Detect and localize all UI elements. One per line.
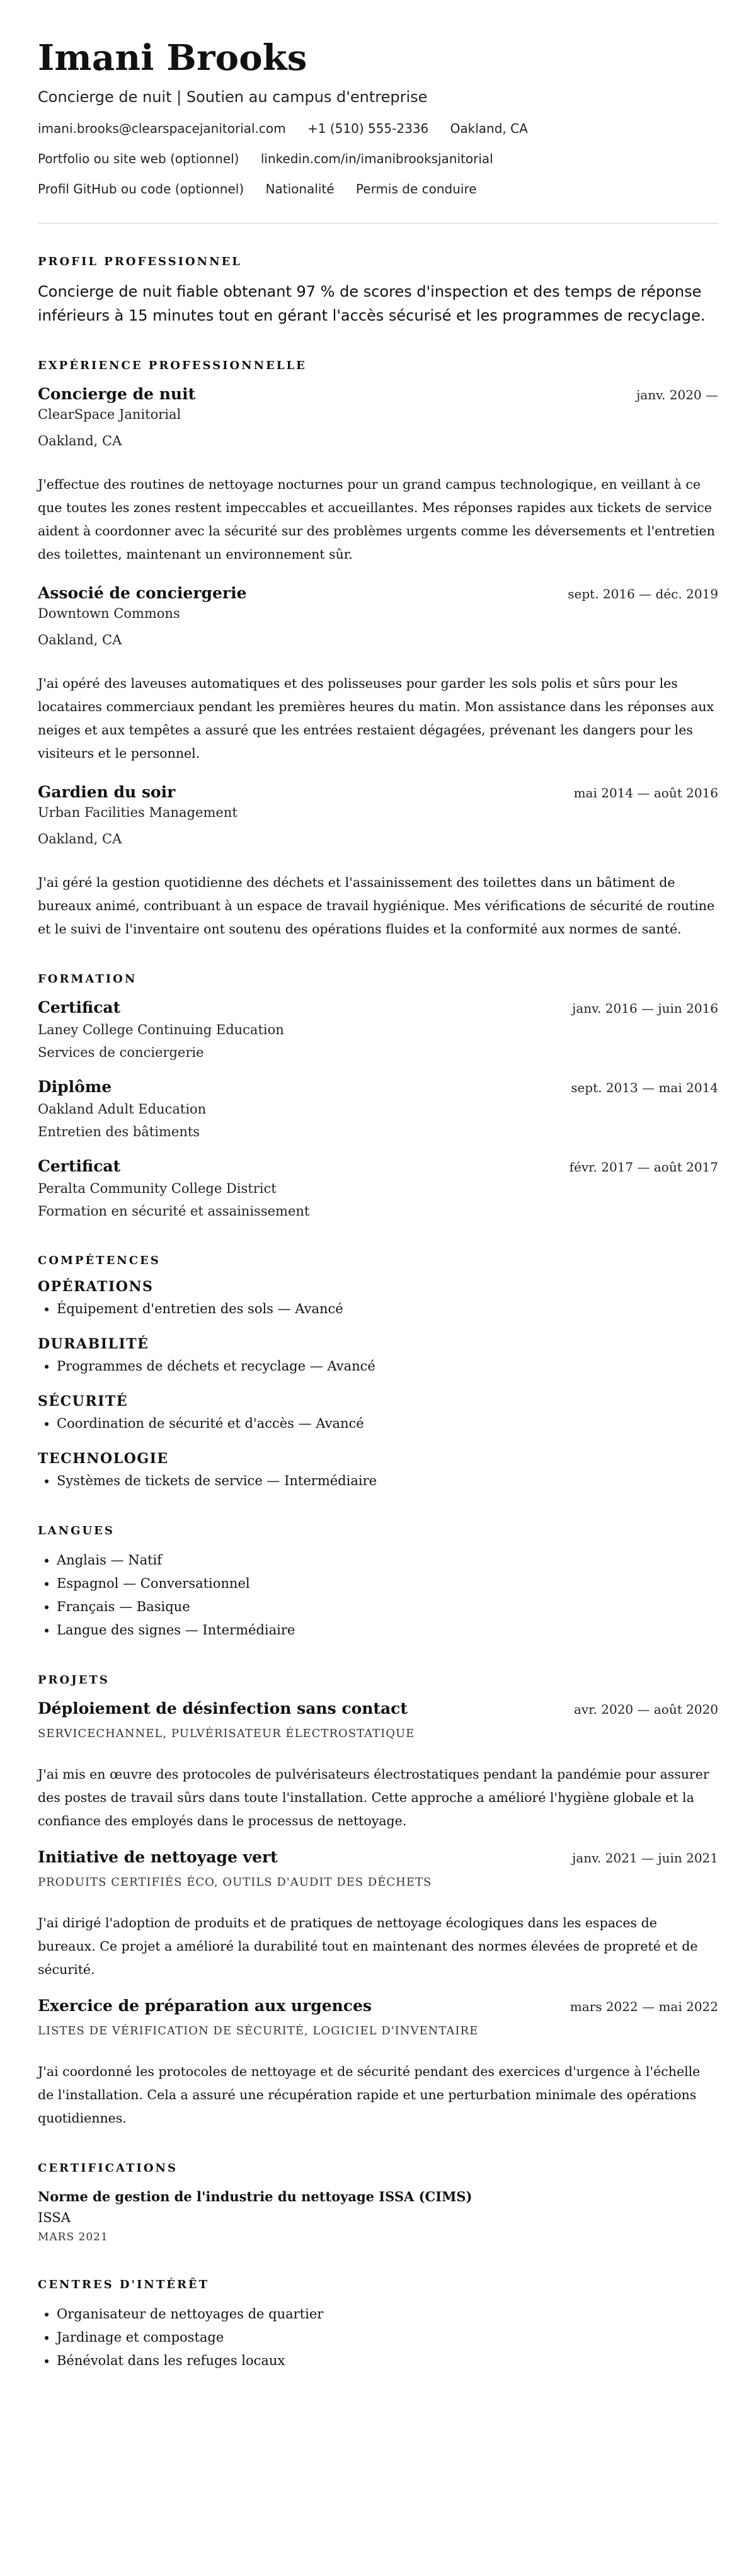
- project-entry: [38, 1698, 718, 1833]
- section-title-certifications: CERTIFICATIONS: [38, 2162, 178, 2175]
- project-tech: PRODUITS CERTIFIÉS ÉCO, OUTILS D'AUDIT DES DÉCHETS: [38, 1876, 432, 1889]
- list-item: • Langue des signes — Intermédiaire: [57, 1619, 718, 1642]
- header-divider: [38, 223, 718, 224]
- list-item: • Organisateur de nettoyages de quartier: [57, 2303, 718, 2326]
- project-dates: avr. 2020 — août 2020: [573, 1702, 718, 1717]
- project-title: Initiative de nettoyage vert: [38, 1848, 278, 1866]
- resume-page: [38, 0, 718, 2373]
- certification-entry: [38, 2186, 718, 2247]
- education-school: Oakland Adult Education: [38, 1102, 207, 1117]
- education-degree: Certificat: [38, 998, 121, 1017]
- contact-row-primary: [38, 120, 718, 137]
- list-item: • Programmes de déchets et recyclage — Avancé: [57, 1355, 718, 1378]
- skill-category: OPÉRATIONS: [38, 1279, 154, 1295]
- nationality-text: Nationalité: [265, 181, 335, 197]
- job-location: Oakland, CA: [38, 831, 122, 846]
- skill-group: [38, 1450, 718, 1493]
- project-entry: [38, 1995, 718, 2130]
- profile-summary: Concierge de nuit fiable obtenant 97 % de scores d'inspection et des temps de réponse inférieurs à 15 minutes tout en gérant l'accès sécurisé et les programmes de recyclage.: [38, 283, 706, 324]
- education-entry: [38, 1076, 718, 1143]
- list-item: • Bénévolat dans les refuges locaux: [57, 2349, 718, 2373]
- projects-section: [38, 1673, 718, 2130]
- job-title: Concierge de nuit: [38, 385, 196, 403]
- project-entry: [38, 1847, 718, 1981]
- project-title: Déploiement de désinfection sans contact: [38, 1699, 408, 1718]
- list-item: • Espagnol — Conversationnel: [57, 1572, 718, 1595]
- project-description: J'ai dirigé l'adoption de produits et de pratiques de nettoyage écologiques dans les espaces de bureaux. Ce projet a amélioré la durabilité tout en maintenant des normes élevées de propreté et de sécurité.: [38, 1915, 698, 1977]
- location-text: Oakland, CA: [450, 121, 528, 136]
- license-text: Permis de conduire: [355, 181, 477, 197]
- phone-number: +1 (510) 555-2336: [307, 121, 429, 136]
- list-item: • Systèmes de tickets de service — Intermédiaire: [57, 1469, 718, 1493]
- education-field: Services de conciergerie: [38, 1045, 204, 1060]
- education-entry: [38, 1156, 718, 1222]
- job-title: Gardien du soir: [38, 783, 176, 801]
- skill-group: [38, 1393, 718, 1435]
- section-title-skills: COMPÉTENCES: [38, 1254, 161, 1267]
- education-dates: janv. 2016 — juin 2016: [572, 1001, 718, 1016]
- job-title: Associé de conciergerie: [38, 584, 247, 602]
- job-entry: [38, 384, 718, 566]
- list-item: • Équipement d'entretien des sols — Avancé: [57, 1297, 718, 1321]
- job-dates: sept. 2016 — déc. 2019: [568, 586, 718, 601]
- project-dates: janv. 2021 — juin 2021: [572, 1850, 718, 1866]
- education-degree: Diplôme: [38, 1078, 112, 1096]
- job-entry: [38, 583, 718, 765]
- skills-section: [38, 1254, 718, 1493]
- section-title-education: FORMATION: [38, 972, 137, 986]
- skill-group: [38, 1336, 718, 1378]
- education-dates: févr. 2017 — août 2017: [569, 1160, 718, 1175]
- languages-section: [38, 1524, 718, 1642]
- job-company: Downtown Commons: [38, 606, 180, 621]
- candidate-name: Imani Brooks: [38, 37, 307, 79]
- education-field: Entretien des bâtiments: [38, 1124, 200, 1139]
- contact-row-extra: [38, 180, 718, 198]
- list-item: • Français — Basique: [57, 1595, 718, 1619]
- job-location: Oakland, CA: [38, 433, 122, 448]
- job-location: Oakland, CA: [38, 632, 122, 647]
- education-school: Laney College Continuing Education: [38, 1022, 284, 1037]
- job-description: J'ai géré la gestion quotidienne des déchets et l'assainissement des toilettes dans un bâtiment de bureaux animé, contribuant à un espace de travail hygiénique. Mes vérifications de sécurité de routine et le suivi de l'inventaire ont soutenu des opérations fluides et la conformité aux normes de santé.: [38, 875, 715, 937]
- github-link[interactable]: Profil GitHub ou code (optionnel): [38, 181, 244, 197]
- job-entry: [38, 782, 718, 941]
- list-item: • Anglais — Natif: [57, 1549, 718, 1572]
- section-title-profile: PROFIL PROFESSIONNEL: [38, 255, 242, 268]
- project-description: J'ai coordonné les protocoles de nettoyage et de sécurité pendant des exercices d'urgence à l'échelle de l'installation. Cela a assuré une récupération rapide et une perturbation minimale des opérations quotidiennes.: [38, 2064, 701, 2126]
- job-dates: mai 2014 — août 2016: [573, 785, 718, 801]
- project-description: J'ai mis en œuvre des protocoles de pulvérisateurs électrostatiques pendant la pandémie pour assurer des postes de travail sûrs dans toute l'installation. Cette approche a amélioré l'hygiène globale et la confiance des employés dans le processus de nettoyage.: [38, 1767, 709, 1828]
- project-title: Exercice de préparation aux urgences: [38, 1997, 372, 2015]
- section-title-experience: EXPÉRIENCE PROFESSIONNELLE: [38, 359, 307, 372]
- resume-header: [38, 37, 718, 198]
- education-section: [38, 972, 718, 1222]
- education-field: Formation en sécurité et assainissement: [38, 1204, 310, 1219]
- skill-group: [38, 1279, 718, 1321]
- certification-name: Norme de gestion de l'industrie du nettoyage ISSA (CIMS): [38, 2189, 472, 2204]
- email-link[interactable]: imani.brooks@clearspacejanitorial.com: [38, 121, 286, 136]
- education-degree: Certificat: [38, 1157, 121, 1175]
- job-company: ClearSpace Janitorial: [38, 407, 181, 422]
- certification-date: MARS 2021: [38, 2231, 108, 2243]
- job-description: J'effectue des routines de nettoyage nocturnes pour un grand campus technologique, en veillant à ce que toutes les zones restent impeccables et accueillantes. Mes réponses rapides aux tickets de service aident à coordonner avec la sécurité sur des problèmes urgents comme les déversements et l'entretien des toilettes, maintenant un environnement sûr.: [38, 477, 715, 562]
- skill-category: SÉCURITÉ: [38, 1393, 129, 1410]
- education-school: Peralta Community College District: [38, 1181, 277, 1196]
- contact-row-links: [38, 150, 718, 168]
- linkedin-link[interactable]: linkedin.com/in/imanibrooksjanitorial: [260, 151, 493, 166]
- project-tech: LISTES DE VÉRIFICATION DE SÉCURITÉ, LOGICIEL D'INVENTAIRE: [38, 2024, 479, 2037]
- portfolio-link[interactable]: Portfolio ou site web (optionnel): [38, 151, 239, 166]
- profile-section: [38, 255, 718, 328]
- headline: Concierge de nuit | Soutien au campus d'entreprise: [38, 88, 428, 106]
- skill-category: DURABILITÉ: [38, 1336, 149, 1352]
- section-title-interests: CENTRES D'INTÉRÊT: [38, 2278, 210, 2291]
- job-dates: janv. 2020 —: [636, 387, 718, 402]
- section-title-projects: PROJETS: [38, 1673, 110, 1687]
- project-dates: mars 2022 — mai 2022: [570, 1999, 718, 2014]
- education-entry: [38, 997, 718, 1064]
- section-title-languages: LANGUES: [38, 1524, 115, 1537]
- job-description: J'ai opéré des laveuses automatiques et des polisseuses pour garder les sols polis et sûrs pour les locataires commerciaux pendant les premières heures du matin. Mon assistance dans les réponses aux neiges et aux tempêtes a assuré que les entrées restaient dégagées, prévenant les dangers pour les visiteurs et le personnel.: [38, 676, 714, 761]
- list-item: • Coordination de sécurité et d'accès — Avancé: [57, 1412, 718, 1435]
- experience-section: [38, 359, 718, 941]
- education-dates: sept. 2013 — mai 2014: [571, 1080, 718, 1095]
- list-item: • Jardinage et compostage: [57, 2326, 718, 2349]
- interests-section: [38, 2278, 718, 2373]
- project-tech: SERVICECHANNEL, PULVÉRISATEUR ÉLECTROSTATIQUE: [38, 1727, 415, 1740]
- certifications-section: [38, 2162, 718, 2247]
- skill-category: TECHNOLOGIE: [38, 1450, 169, 1467]
- job-company: Urban Facilities Management: [38, 805, 238, 820]
- certification-issuer: ISSA: [38, 2210, 71, 2225]
